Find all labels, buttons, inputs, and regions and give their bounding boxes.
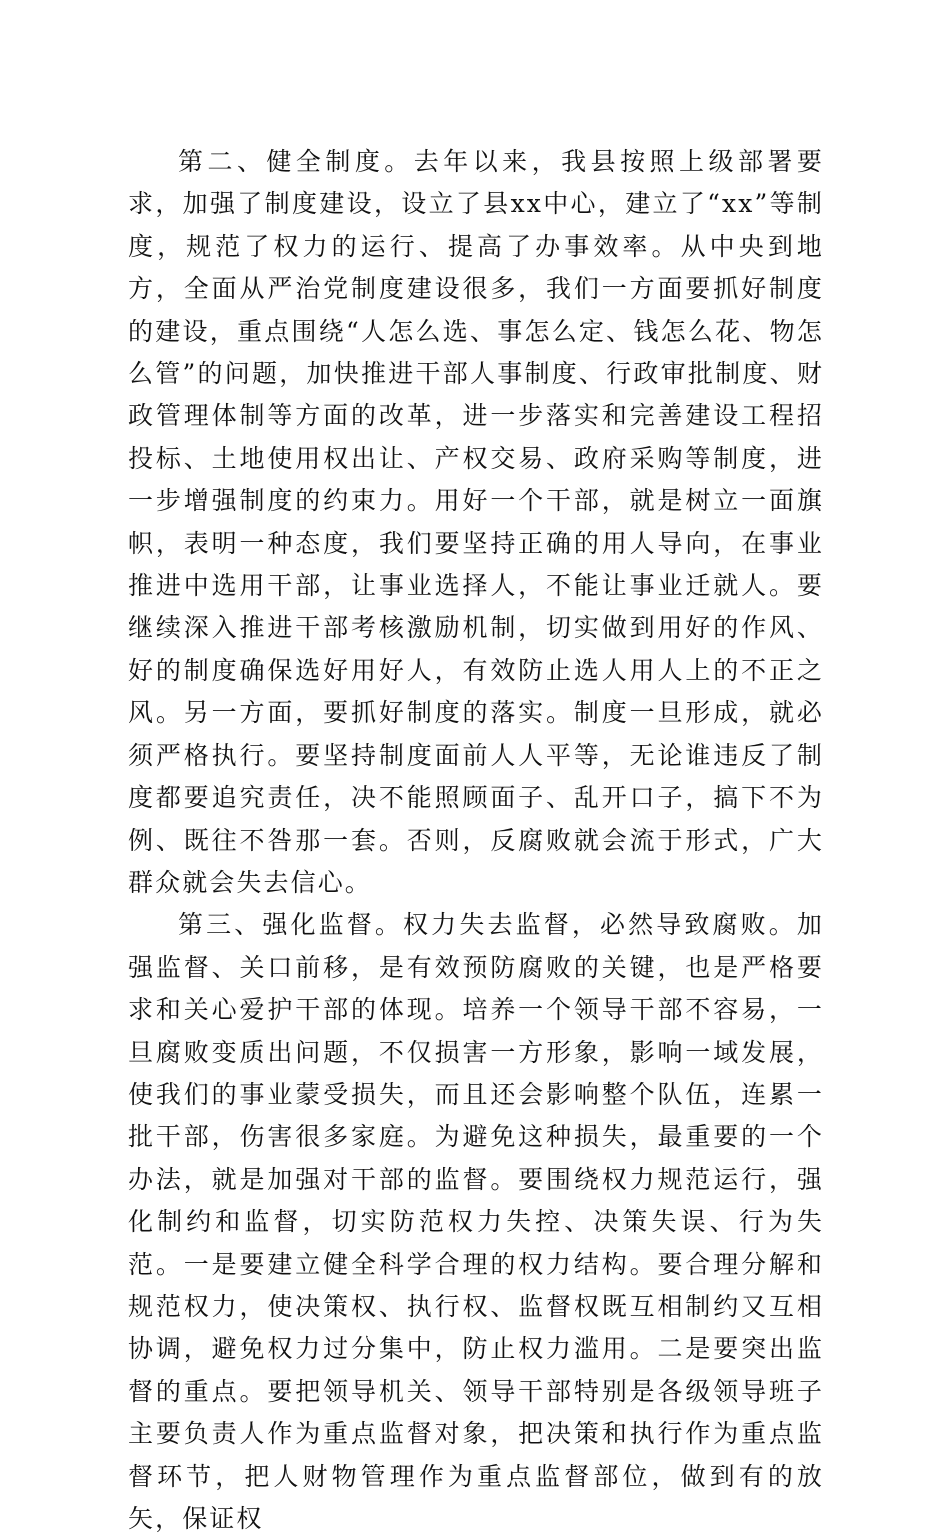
paragraph-improve-system: 第二、健全制度。去年以来，我县按照上级部署要求，加强了制度建设，设立了县xx中心，建立了“xx”等制度，规范了权力的运行、提高了办事效率。从中央到地方，全面从严治党制度建设很多，我们一方面要抓好制度的建设，重点围绕“人怎么选、事怎么定、钱怎么花、物怎么管”的问题，加快推进干部人事制度、行政审批制度、财政管理体制等方面的改革，进一步落实和完善建设工程招投标、土地使用权出让、产权交易、政府采购等制度，进一步增强制度的约束力。用好一个干部，就是树立一面旗帜，表明一种态度，我们要坚持正确的用人导向，在事业推进中选用干部，让事业选择人，不能让事业迁就人。要继续深入推进干部考核激励机制，切实做到用好的作风、好的制度确保选好用好人，有效防止选人用人上的不正之风。另一方面，要抓好制度的落实。制度一旦形成，就必须严格执行。要坚持制度面前人人平等，无论谁违反了制度都要追究责任，决不能照顾面子、乱开口子，搞下不为例、既往不咎那一套。否则，反腐败就会流于形式，广大群众就会失去信心。 xyxy=(128,147,824,897)
document-body xyxy=(128,141,824,1540)
paragraph-strengthen-supervision: 第三、强化监督。权力失去监督，必然导致腐败。加强监督、关口前移，是有效预防腐败的关键，也是严格要求和关心爱护干部的体现。培养一个领导干部不容易，一旦腐败变质出问题，不仅损害一方形象，影响一域发展，使我们的事业蒙受损失，而且还会影响整个队伍，连累一批干部，伤害很多家庭。为避免这种损失，最重要的一个办法，就是加强对干部的监督。要围绕权力规范运行，强化制约和监督，切实防范权力失控、决策失误、行为失范。一是要建立健全科学合理的权力结构。要合理分解和规范权力，使决策权、执行权、监督权既互相制约又互相协调，避免权力过分集中，防止权力滥用。二是要突出监督的重点。要把领导机关、领导干部特别是各级领导班子主要负责人作为重点监督对象，把决策和执行作为重点监督环节，把人财物管理作为重点监督部位，做到有的放矢，保证权 xyxy=(128,910,824,1533)
